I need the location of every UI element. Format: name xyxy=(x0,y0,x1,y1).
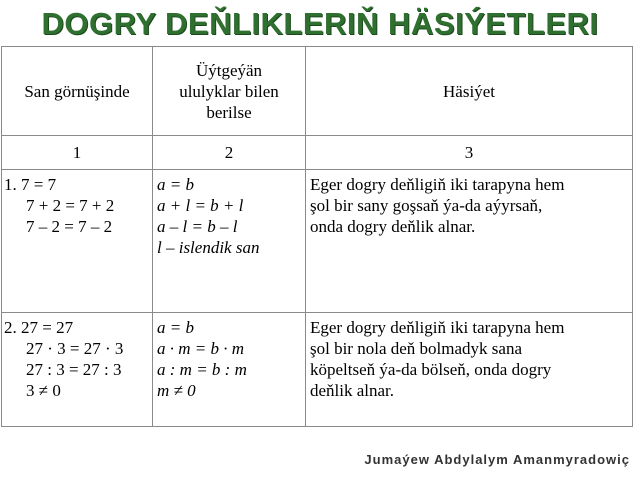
property-line: Eger dogry deňligiň iki tarapyna hem xyxy=(310,318,565,337)
column-number: 1 xyxy=(2,136,153,170)
properties-table xyxy=(1,46,633,427)
formula-line: a – l = b – l xyxy=(157,217,238,236)
example-line: 2. 27 = 27 xyxy=(4,318,74,337)
property-line: şol bir sany goşsaň ýa-da aýyrsaň, xyxy=(310,196,543,215)
author-credit: Jumaýew Abdylalym Amanmyradowiç xyxy=(364,452,630,467)
example-line: 7 – 2 = 7 – 2 xyxy=(26,217,113,236)
header-label-line: ululyklar bilen xyxy=(179,81,279,101)
page-title: DOGRY DEŇLIKLERIŇ HÄSIÝETLERI xyxy=(41,6,599,41)
header-label-line: Üýtgeýän xyxy=(195,60,263,80)
formula-line: a : m = b : m xyxy=(157,360,247,379)
formula-line: a = b xyxy=(157,318,194,337)
formula-line: m ≠ 0 xyxy=(157,381,196,400)
column-number: 2 xyxy=(153,136,306,170)
numeric-example-cell xyxy=(2,170,153,313)
formula-line: a = b xyxy=(157,175,194,194)
variable-example-cell xyxy=(153,170,306,313)
property-line: köpeltseň ýa-da bölseň, onda dogry xyxy=(310,360,552,379)
column-number: 3 xyxy=(306,136,633,170)
header-cell-variables xyxy=(153,47,306,136)
formula-line: l – islendik san xyxy=(157,238,260,257)
property-line: Eger dogry deňligiň iki tarapyna hem xyxy=(310,175,565,194)
example-line: 7 + 2 = 7 + 2 xyxy=(26,196,115,215)
header-cell-property xyxy=(306,47,633,136)
column-number-row xyxy=(2,136,633,170)
numeric-example-cell xyxy=(2,313,153,427)
property-cell xyxy=(306,170,633,313)
formula-line: a · m = b · m xyxy=(157,339,245,358)
property-line: onda dogry deňlik alnar. xyxy=(310,217,476,236)
example-line: 1. 7 = 7 xyxy=(4,175,57,194)
table-header-row xyxy=(2,47,633,136)
header-label-line: berilse xyxy=(206,102,252,122)
table-row xyxy=(2,313,633,427)
header-label: Häsiýet xyxy=(443,81,495,101)
example-line: 3 ≠ 0 xyxy=(26,381,61,400)
property-line: şol bir nola deň bolmadyk sana xyxy=(310,339,522,358)
property-line: deňlik alnar. xyxy=(310,381,395,400)
formula-line: a + l = b + l xyxy=(157,196,244,215)
property-cell xyxy=(306,313,633,427)
variable-example-cell xyxy=(153,313,306,427)
header-cell-representation xyxy=(2,47,153,136)
header-label: San görnüşinde xyxy=(24,81,130,101)
example-line: 27 · 3 = 27 · 3 xyxy=(26,339,124,358)
example-line: 27 : 3 = 27 : 3 xyxy=(26,360,122,379)
table-row xyxy=(2,170,633,313)
